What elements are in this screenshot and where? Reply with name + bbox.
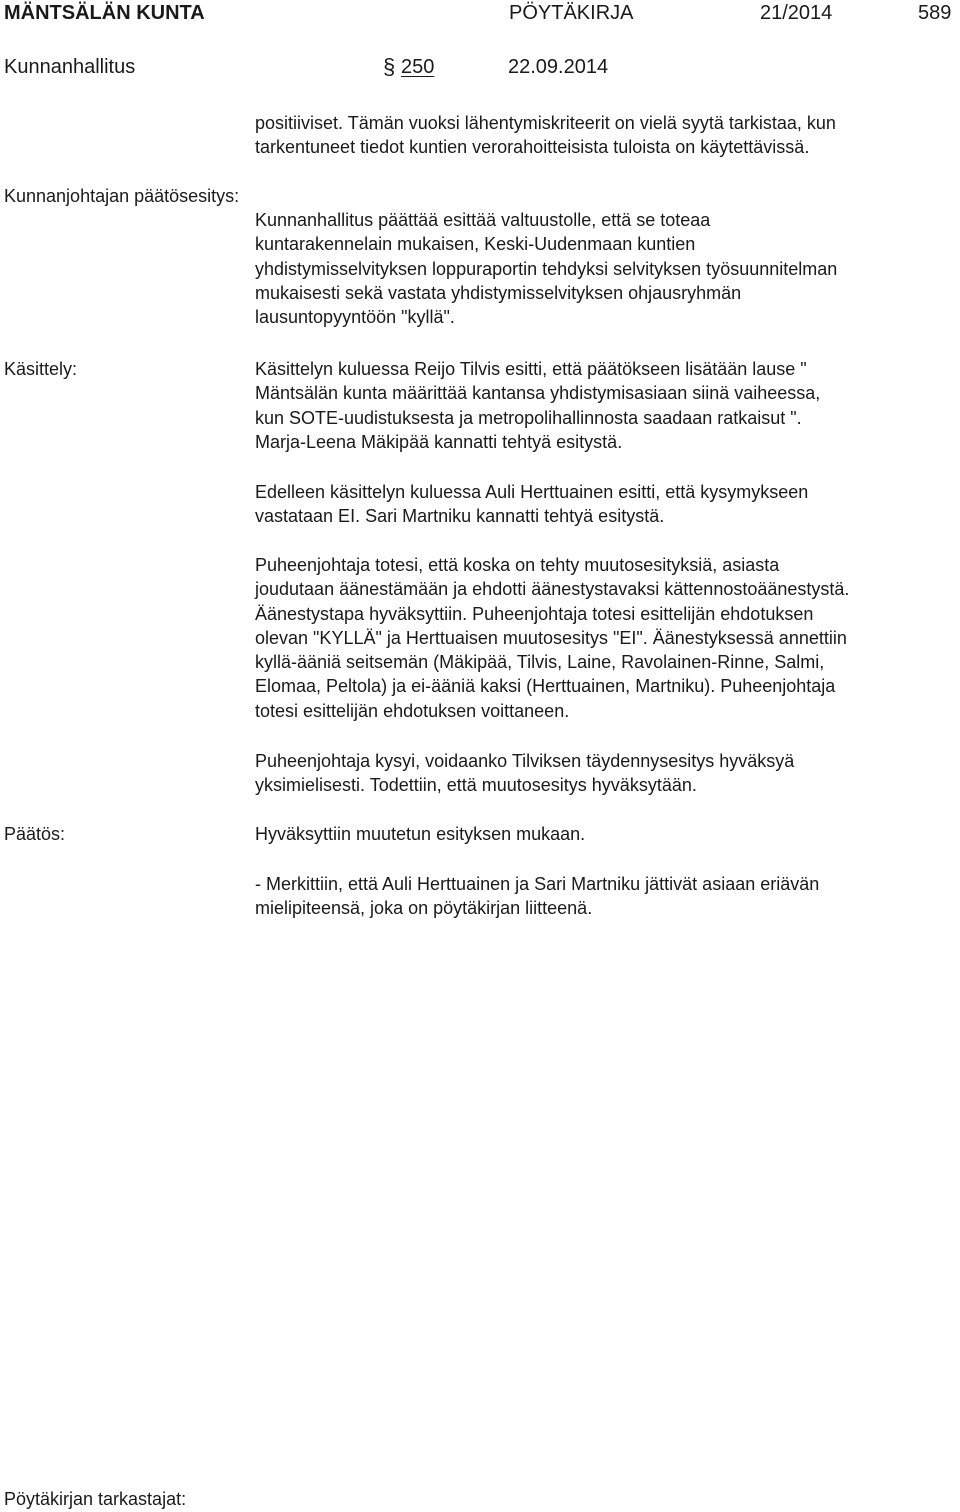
text-line: Äänestystapa hyväksyttiin. Puheenjohtaja totesi esittelijän ehdotuksen <box>255 603 814 624</box>
text-line: lausuntopyyntöön "kyllä". <box>255 307 455 328</box>
handling-paragraph-3 <box>255 553 955 723</box>
proposal-paragraph <box>255 208 955 329</box>
text-line: Käsittelyn kuluessa Reijo Tilvis esitti, että päätökseen lisätään lause " <box>255 359 807 379</box>
handling-paragraph-1 <box>255 357 955 454</box>
text-line: totesi esittelijän ehdotuksen voittaneen. <box>255 700 570 721</box>
text-line: tarkentuneet tiedot kuntien verorahoitteisista tuloista on käytettävissä. <box>255 137 810 158</box>
text-line: yhdistymisselvityksen loppuraportin tehdyksi selvityksen työsuunnitelman <box>255 258 838 279</box>
document-number: 21/2014 <box>760 2 833 24</box>
decision-paragraph-2 <box>255 872 955 921</box>
text-line: positiiviset. Tämän vuoksi lähentymiskriteerit on vielä syytä tarkistaa, kun <box>255 113 836 133</box>
text-line: kuntarakennelain mukaisen, Keski-Uudenmaan kuntien <box>255 234 696 255</box>
proposal-label: Kunnanjohtajan päätösesitys: <box>4 186 240 206</box>
municipality-name: MÄNTSÄLÄN KUNTA <box>4 2 205 24</box>
text-line: Hyväksyttiin muutetun esityksen mukaan. <box>255 824 586 844</box>
meeting-date: 22.09.2014 <box>508 56 609 78</box>
text-line: kun SOTE-uudistuksesta ja metropolihallinnosta saadaan ratkaisut ". <box>255 407 802 428</box>
handling-paragraph-4 <box>255 749 955 798</box>
page-number: 589 <box>918 2 952 24</box>
handling-paragraph-2 <box>255 480 955 529</box>
section-number: 250 <box>401 56 435 78</box>
text-line: Puheenjohtaja totesi, että koska on tehty muutosesityksiä, asiasta <box>255 555 780 575</box>
text-line: olevan "KYLLÄ" ja Herttuaisen muutosesitys "EI". Äänestyksessä annettiin <box>255 627 847 648</box>
intro-paragraph <box>255 111 955 160</box>
text-line: mukaisesti sekä vastata yhdistymisselvityksen ohjausryhmän <box>255 282 742 303</box>
text-line: mielipiteensä, joka on pöytäkirjan liitteenä. <box>255 898 593 919</box>
body-name: Kunnanhallitus <box>4 56 136 78</box>
section-symbol: § <box>383 54 396 79</box>
text-line: Puheenjohtaja kysyi, voidaanko Tilviksen täydennysesitys hyväksyä <box>255 751 795 771</box>
text-line: Marja-Leena Mäkipää kannatti tehtyä esitystä. <box>255 431 623 452</box>
decision-paragraph-1 <box>255 822 955 846</box>
text-line: vastataan EI. Sari Martniku kannatti tehtyä esitystä. <box>255 506 665 527</box>
text-line: Edelleen käsittelyn kuluessa Auli Herttuainen esitti, että kysymykseen <box>255 482 809 502</box>
text-line: Kunnanhallitus päättää esittää valtuustolle, että se toteaa <box>255 210 711 230</box>
document-type: PÖYTÄKIRJA <box>509 2 634 24</box>
text-line: - Merkittiin, että Auli Herttuainen ja Sari Martniku jättivät asiaan eriävän <box>255 874 820 894</box>
text-line: Elomaa, Peltola) ja ei-ääniä kaksi (Herttuainen, Martniku). Puheenjohtaja <box>255 676 836 697</box>
text-line: Mäntsälän kunta määrittää kantansa yhdistymisasiaan siinä vaiheessa, <box>255 383 821 404</box>
text-line: kyllä-ääniä seitsemän (Mäkipää, Tilvis, Laine, Ravolainen-Rinne, Salmi, <box>255 652 825 673</box>
text-line: yksimielisesti. Todettiin, että muutosesitys hyväksytään. <box>255 775 697 796</box>
handling-label: Käsittely: <box>4 359 78 379</box>
decision-label: Päätös: <box>4 824 66 844</box>
text-line: joudutaan äänestämään ja ehdotti äänestystavaksi kättennostoäänestystä. <box>255 579 850 600</box>
footer-inspectors-label: Pöytäkirjan tarkastajat: <box>4 1489 187 1509</box>
